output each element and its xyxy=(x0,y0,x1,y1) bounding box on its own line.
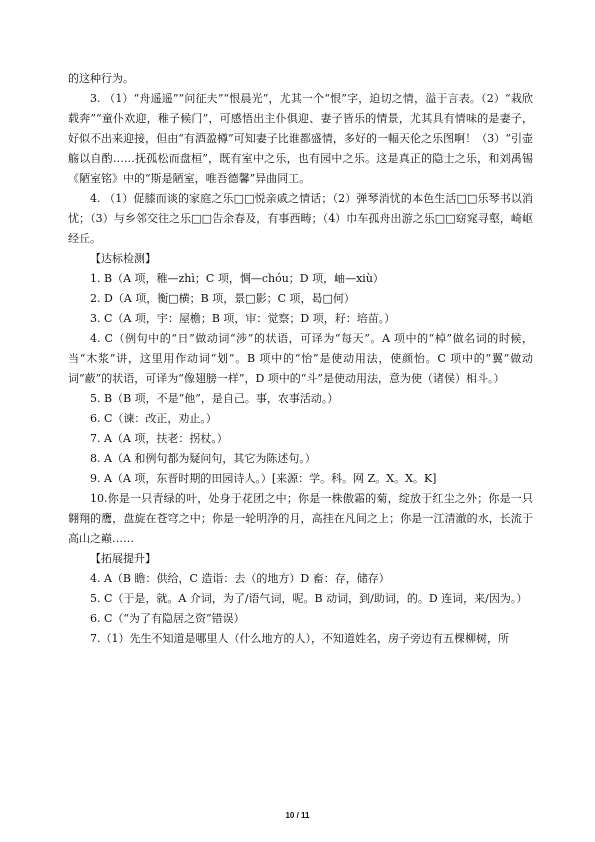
list-item: 6. C（谏：改正，劝止。） xyxy=(90,412,217,425)
list-item: 5. B（B 项，不是“他”，是自己。事，农事活动。） xyxy=(90,392,339,405)
page-content xyxy=(68,69,533,649)
list-item: 1. B（A 项，稚—zhì；C 项，惆—chóu；D 项，岫—xiù） xyxy=(90,272,384,285)
paragraph-continuation: 的这种行为。 xyxy=(68,72,134,85)
list-item: 2. D（A 项，衡□横；B 项，景□影；C 项，曷□何） xyxy=(90,292,355,305)
list-item: 6. C（“为了有隐居之资”错误） xyxy=(90,612,245,625)
list-item: 9. A（A 项，东晋时期的田园诗人。）[来源：学。科。网 Z。X。X。K] xyxy=(90,472,437,485)
list-item: 4. A（B 瞻：供给，C 造诣：去（的地方）D 畜：存，储存） xyxy=(90,572,390,585)
page-number: 10 / 11 xyxy=(285,811,310,820)
list-item: 4. C（例句中的“日”做动词“涉”的状语，可译为“每天”。A 项中的“棹”做名词的时候，当“木浆”讲，这里用作动词“划”。B 项中的“怡”是使动用法，使颜怡。C 项中的“翼”做动词“蔽”的状语，可译为“像翅膀一样”，D 项中的“斗”是使动用法，意为使（诸侯）相斗。） xyxy=(68,332,533,385)
list-item: 8. A（A 和例句都为疑问句，其它为陈述句。） xyxy=(90,452,316,465)
answer-item-4: 4. （1）促膝而谈的家庭之乐□□悦亲戚之情话；（2）弹琴消忧的本色生活□□乐琴书以消忧；（3）与乡邻交往之乐□□告余春及，有事西畴；（4）巾车孤舟出游之乐□□窈窕寻壑，崎岖经丘。 xyxy=(68,192,533,245)
list-item: 7.（1）先生不知道是哪里人（什么地方的人），不知道姓名，房子旁边有五棵柳树，所 xyxy=(90,632,509,645)
list-item: 7. A（A 项，扶老：拐杖。） xyxy=(90,432,228,445)
list-item: 5. C（于是，就。A 介词，为了/语气词，呢。B 动词，到/助词，的。D 连词，来/因为。） xyxy=(90,592,528,605)
list-item: 3. C（A 项，宇：屋檐；B 项，审：觉察；D 项，耔：培苗。） xyxy=(90,312,396,325)
section-title-dabiao: 【达标检测】 xyxy=(90,252,156,265)
section-title-tuozhan: 【拓展提升】 xyxy=(90,552,156,565)
answer-item-3: 3. （1）“舟遥遥”“问征夫”“恨晨光”，尤其一个“恨”字，迫切之情，溢于言表。（2）“栽欣载奔”“童仆欢迎，稚子候门”，可感悟出主仆俱迎、妻子皆乐的情景，尤其具有情味的是妻子，好似不出来迎接，但由“有酒盈樽”可知妻子比谁都盛情，多好的一幅天伦之乐图啊！（3）“引壶觞以自酌……抚孤松而盘桓”，既有室中之乐，也有园中之乐。这是真正的隐士之乐，和刘禹锡《陋室铭》中的“斯是陋室，唯吾德馨”异曲同工。 xyxy=(68,92,533,185)
list-item: 10.你是一只青绿的叶，处身于花团之中；你是一株傲霜的菊，绽放于红尘之外；你是一只翱翔的鹰，盘旋在苍穹之中；你是一轮明净的月，高挂在凡间之上；你是一江清澈的水，长流于高山之巅…… xyxy=(68,492,533,545)
